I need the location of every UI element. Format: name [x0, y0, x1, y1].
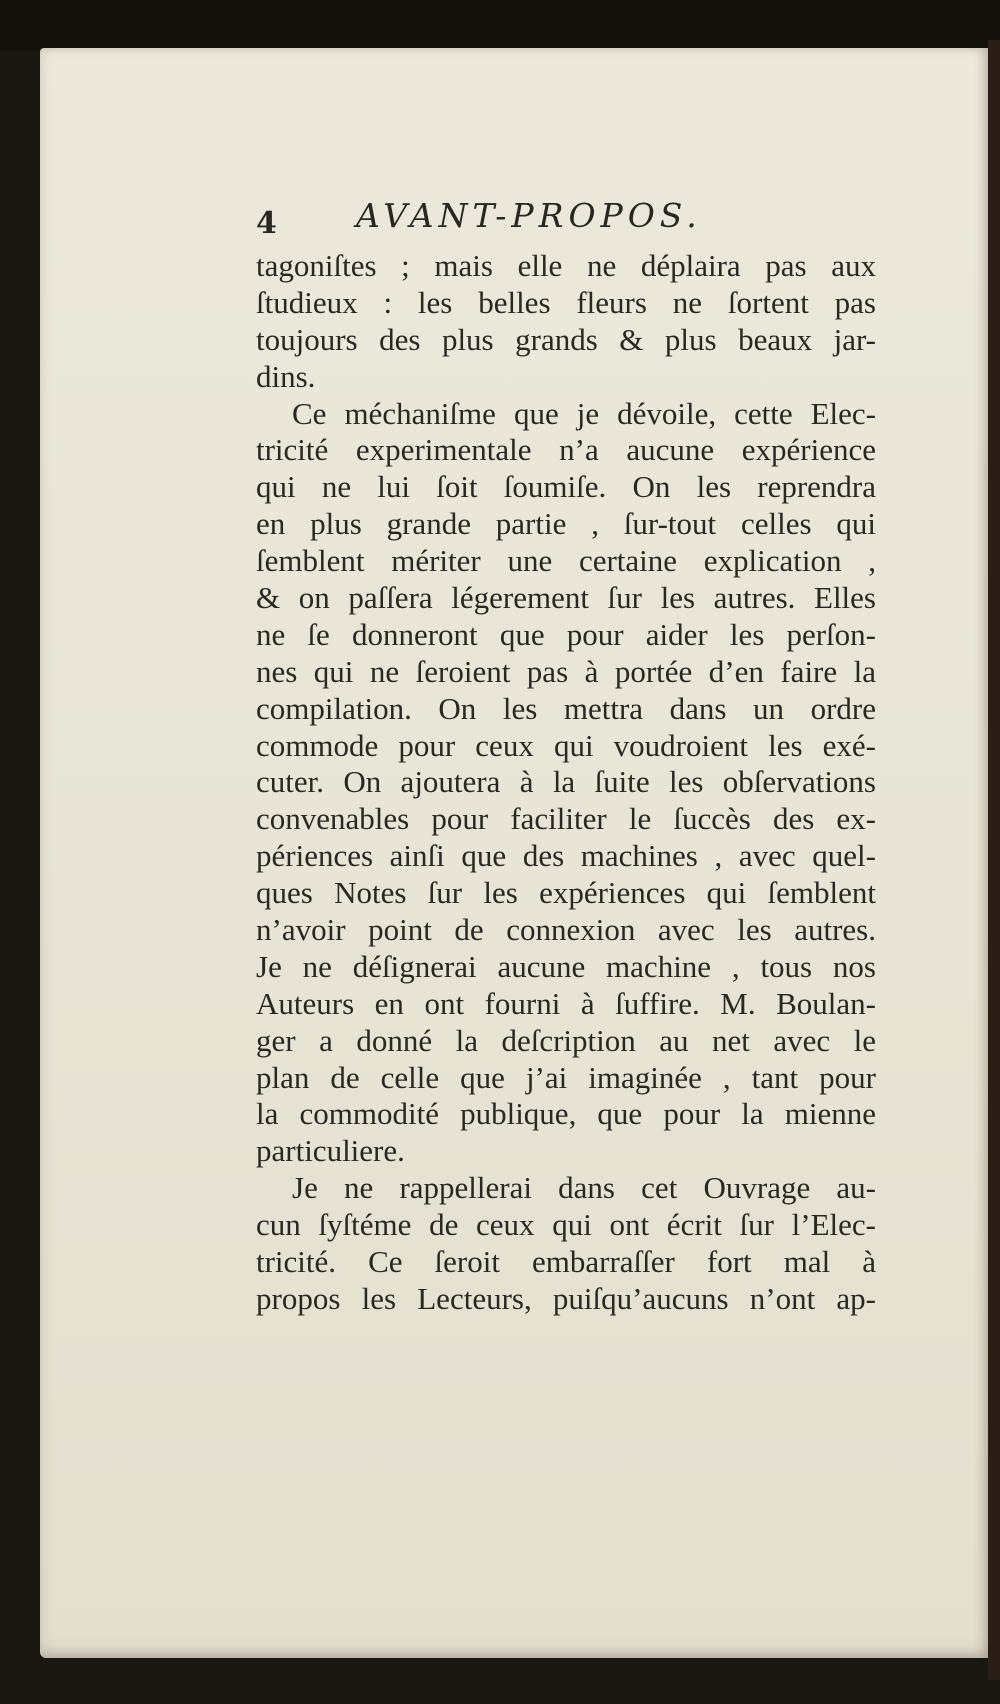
- text-line: n’avoir point de connexion avec les autres.: [256, 912, 876, 948]
- text-line: compilation. On les mettra dans un ordre: [256, 690, 876, 726]
- body-text: [256, 248, 876, 1318]
- text-line: Je ne rappellerai dans cet Ouvrage au-: [292, 1170, 876, 1206]
- text-line: dins.: [256, 358, 316, 394]
- running-header: [256, 196, 896, 240]
- text-line: ne ſe donneront que pour aider les perſon-: [256, 616, 876, 652]
- text-line: particuliere.: [256, 1133, 405, 1169]
- text-line: Ce méchaniſme que je dévoile, cette Elec-: [292, 395, 876, 431]
- text-line: propos les Lecteurs, puiſqu’aucuns n’ont ap-: [256, 1280, 876, 1316]
- scan-background-top: [0, 0, 1000, 50]
- text-line: qui ne lui ſoit ſoumiſe. On les reprendra: [256, 469, 876, 505]
- text-line: tricité experimentale n’a aucune expérience: [256, 432, 876, 468]
- text-line: ſemblent mériter une certaine explication ,: [256, 543, 876, 579]
- text-line: plan de celle que j’ai imaginée , tant pour: [256, 1059, 876, 1095]
- text-line: Je ne déſignerai aucune machine , tous nos: [256, 948, 876, 984]
- text-line: convenables pour faciliter le ſuccès des ex-: [256, 801, 876, 837]
- text-line: Auteurs en ont fourni à ſuffire. M. Boulan-: [256, 985, 876, 1021]
- text-line: tagoniſtes ; mais elle ne déplaira pas aux: [256, 248, 876, 283]
- text-line: ques Notes ſur les expériences qui ſemblent: [256, 875, 876, 911]
- text-line: en plus grande partie , ſur-tout celles qui: [256, 506, 876, 542]
- book-edge: [988, 40, 1000, 1680]
- text-line: & on paſſera légerement ſur les autres. Elles: [256, 580, 876, 616]
- text-line: ſtudieux : les belles fleurs ne ſortent pas: [256, 284, 876, 320]
- text-line: ger a donné la deſcription au net avec le: [256, 1022, 876, 1058]
- text-line: périences ainſi que des machines , avec quel-: [256, 838, 876, 874]
- text-line: cuter. On ajoutera à la ſuite les obſervations: [256, 764, 876, 800]
- text-line: cun ſyſtéme de ceux qui ont écrit ſur l’Elec-: [256, 1207, 876, 1243]
- text-line: nes qui ne ſeroient pas à portée d’en faire la: [256, 653, 876, 689]
- running-title: AVANT-PROPOS.: [356, 196, 702, 235]
- text-line: commode pour ceux qui voudroient les exé-: [256, 727, 876, 763]
- text-line: la commodité publique, que pour la mienne: [256, 1096, 876, 1132]
- page-number: 4: [256, 206, 277, 241]
- text-line: toujours des plus grands & plus beaux jar-: [256, 321, 876, 357]
- text-line: tricité. Ce ſeroit embarraſſer fort mal à: [256, 1244, 876, 1280]
